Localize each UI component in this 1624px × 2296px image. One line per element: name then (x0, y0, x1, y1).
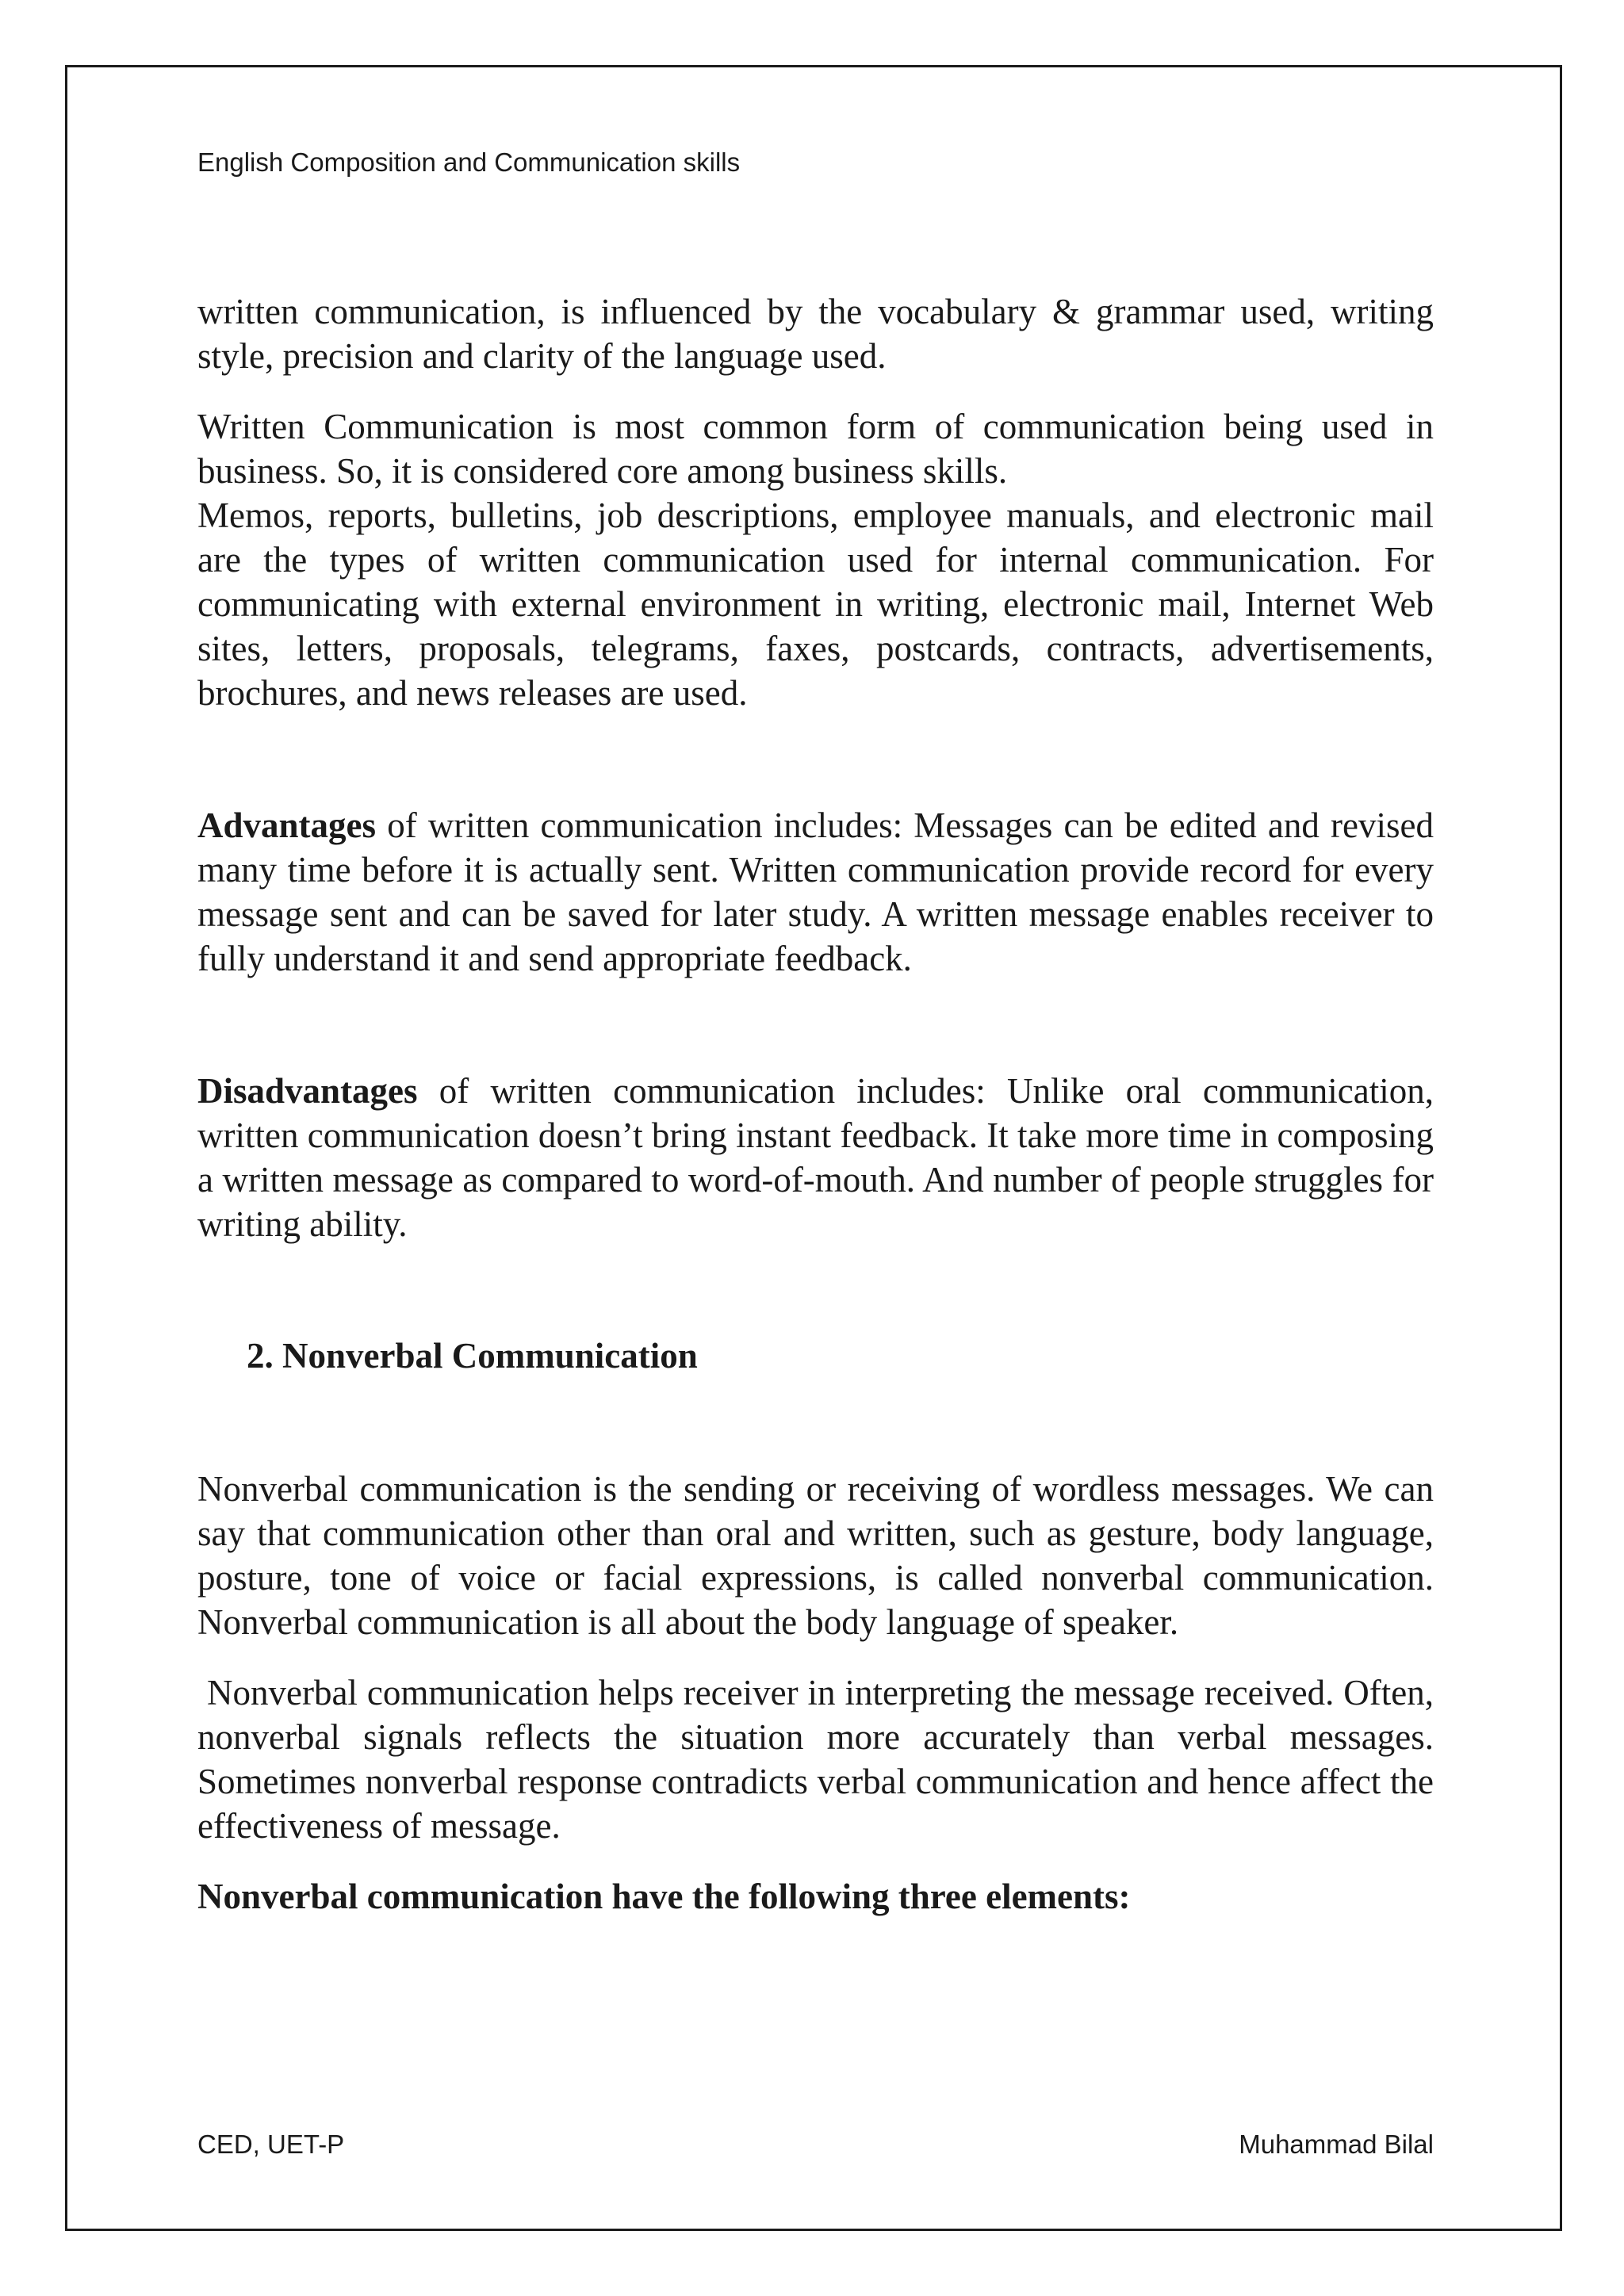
paragraph-nonverbal-helps: Nonverbal communication helps receiver in interpreting the message received. Often, nonverbal signals reflects the situation more accurately than verbal messages. Sometimes nonverbal response contradicts verbal communication and hence affect the effectiveness of message. (197, 1673, 1434, 1846)
paragraph-advantages (197, 803, 1434, 981)
paragraph-disadvantages (197, 1069, 1434, 1246)
disadvantages-term: Disadvantages (197, 1071, 418, 1111)
footer-author: Muhammad Bilal (1239, 2130, 1434, 2159)
paragraph-written-types: Memos, reports, bulletins, job descriptions, employee manuals, and electronic mail are the types of written communication used for internal communication. For communicating with external environment in writing, electronic mail, Internet Web sites, letters, proposals, telegrams, faxes, postcards, contracts, advertisements, brochures, and news releases are used. (197, 496, 1434, 713)
disadvantages-text: of written communication includes: Unlike oral communication, written communication doesn’t bring instant feedback. It take more time in composing a written message as compared to word-of-mouth. And number of people struggles for writing ability. (197, 1071, 1434, 1244)
advantages-term: Advantages (197, 806, 377, 845)
advantages-text: of written communication includes: Messages can be edited and revised many time before it is actually sent. Written communication provide record for every message sent and can be saved for later study. A written message enables receiver to fully understand it and send appropriate feedback. (197, 806, 1434, 978)
running-header: English Composition and Communication skills (197, 147, 741, 177)
footer-institution: CED, UET-P (197, 2130, 345, 2159)
paragraph-nonverbal-definition: Nonverbal communication is the sending or receiving of wordless messages. We can say that communication other than oral and written, such as gesture, body language, posture, tone of voice or facial expressions, is called nonverbal communication. Nonverbal communication is all about the body language of speaker. (197, 1469, 1434, 1642)
section-heading-nonverbal: 2. Nonverbal Communication (247, 1336, 698, 1376)
paragraph-nonverbal-elements: Nonverbal communication have the following three elements: (197, 1877, 1131, 1916)
paragraph-written-influence: written communication, is influenced by the vocabulary & grammar used, writing style, precision and clarity of the language used. (197, 292, 1434, 376)
paragraph-written-common: Written Communication is most common form of communication being used in business. So, it is considered core among business skills. (197, 407, 1434, 491)
page-content (197, 289, 1434, 1919)
